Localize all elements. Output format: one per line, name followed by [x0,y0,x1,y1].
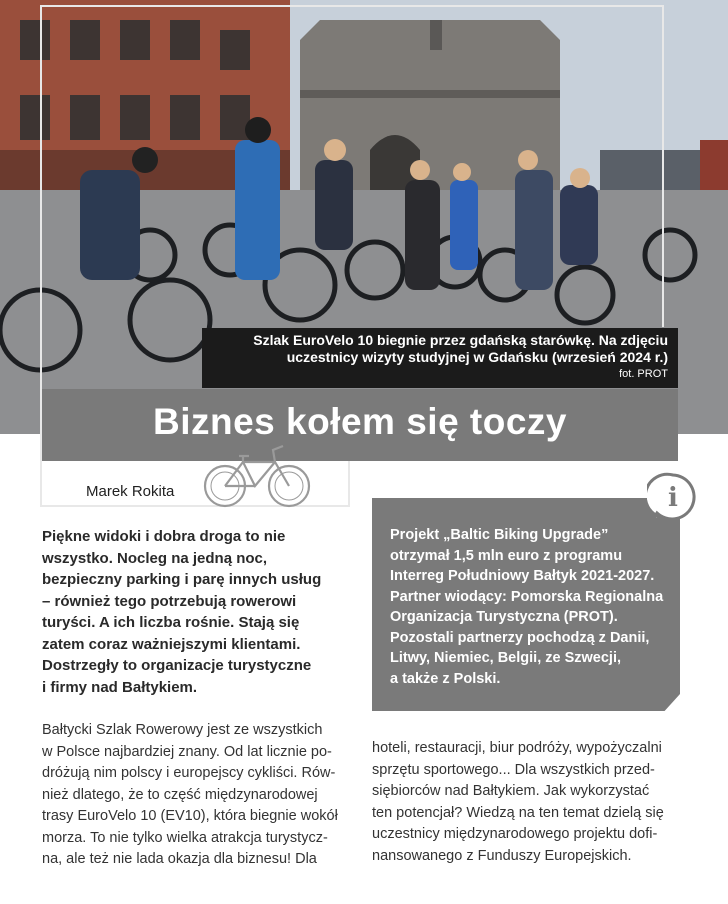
lead-line: turyści. A ich liczba rośnie. Stają się [42,614,300,631]
photo-credit: fot. PROT [619,368,668,380]
body-line: nież dlatego, że to część międzynarodowej [42,786,318,803]
body-line: sprzętu sportowego... Dla wszystkich przed- [372,761,655,778]
body-line: dróżują nim polscy i europejscy cykliści. Rów- [42,765,336,781]
body-line: uczestnicy międzynarodowego projektu dofi- [372,826,658,842]
info-line: Litwy, Niemiec, Belgii, ze Szwecji, [390,650,622,666]
info-line: Projekt „Baltic Biking Upgrade” [390,527,609,543]
info-line: Organizacja Turystyczna (PROT). [390,609,618,625]
bicycle-icon [203,440,311,512]
lead-line: wszystko. Nocleg na jedną noc, [42,549,268,567]
caption-line: uczestnicy wizyty studyjnej w Gdańsku (wrzesień 2024 r.) [286,349,668,365]
frame-right-line [662,5,664,327]
info-icon [647,472,699,524]
body-line: siębiorców nad Bałtykiem. Jak wykorzystać [372,783,650,799]
lead-line: – również tego potrzebują rowerowi [42,592,297,610]
lead-line: i firmy nad Bałtykiem. [42,678,198,696]
article-lead [42,526,342,698]
lead-line: zatem coraz ważniejszymi klientami. [42,635,301,653]
info-box-text [390,525,670,689]
info-line: Partner wiodący: Pomorska Regionalna [390,588,664,605]
body-line: Bałtycki Szlak Rowerowy jest ze wszystkich [42,722,323,738]
lead-line: Piękne widoki i dobra droga to nie [42,528,286,545]
body-line: na, ale też nie lada okazja dla biznesu! Dla [42,851,317,867]
caption-line: Szlak EuroVelo 10 biegnie przez gdańską starówkę. Na zdjęciu [253,332,668,348]
info-line: Interreg Południowy Bałtyk 2021-2027. [390,568,655,584]
info-line: a także z Polski. [390,670,501,687]
article-body-right [372,738,692,867]
info-icon-letter: i [668,483,678,513]
body-line: morza. To nie tylko wielka atrakcja turystycz- [42,829,328,846]
photo-caption [202,328,678,388]
body-line: ten potencjał? Wiedzą na ten temat dzielą się [372,804,664,821]
lead-line: bezpieczny parking i parę innych usług [42,571,322,588]
frame-top-line [40,5,664,7]
info-line: Pozostali partnerzy pochodzą z Danii, [390,629,650,646]
body-line: nansowanego z Funduszy Europejskich. [372,847,632,864]
article-body-left [42,720,352,871]
frame-inner-line [348,461,350,507]
title-band [42,389,678,461]
body-line: hoteli, restauracji, biur podróży, wypożyczalni [372,740,662,756]
article-author: Marek Rokita [86,483,175,500]
body-line: trasy EuroVelo 10 (EV10), która biegnie wokół [42,808,338,824]
lead-line: Dostrzegły to organizacje turystyczne [42,657,312,674]
info-line: otrzymał 1,5 mln euro z programu [390,547,623,564]
body-line: w Polsce najbardziej znany. Od lat licznie po- [42,743,332,760]
article-title: Biznes kołem się toczy [152,401,568,442]
